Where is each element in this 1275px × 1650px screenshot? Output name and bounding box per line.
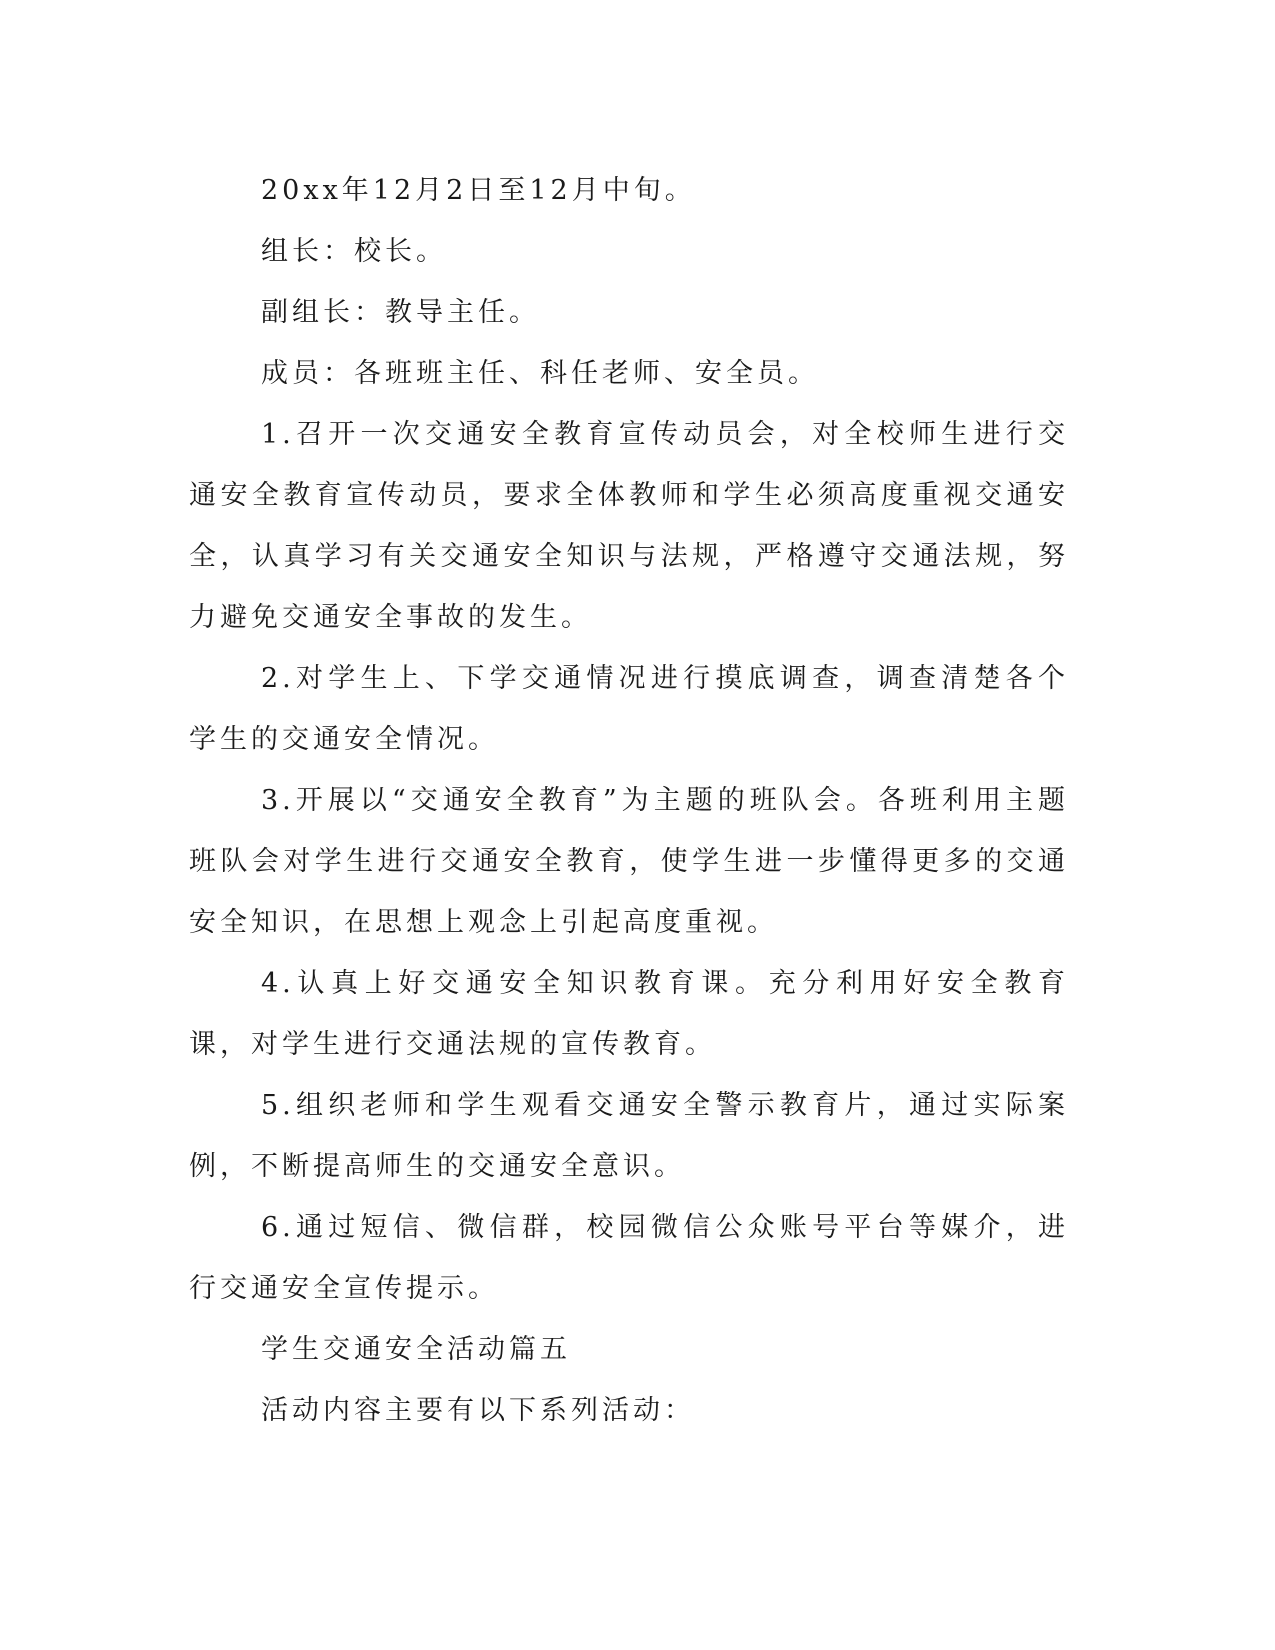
section-heading: 学生交通安全活动篇五: [261, 1334, 571, 1365]
paragraph-members: 成员：各班班主任、科任老师、安全员。: [261, 358, 819, 389]
document-body: [189, 160, 1069, 1441]
paragraph-deputy-leader: 副组长：教导主任。: [261, 297, 540, 328]
paragraph-item-2: 2.对学生上、下学交通情况进行摸底调查，调查清楚各个学生的交通安全情况。: [189, 663, 1069, 755]
paragraph-item-5: 5.组织老师和学生观看交通安全警示教育片，通过实际案例，不断提高师生的交通安全意识。: [189, 1090, 1069, 1182]
paragraph-item-4: 4.认真上好交通安全知识教育课。充分利用好安全教育课，对学生进行交通法规的宣传教育。: [189, 968, 1069, 1060]
paragraph-date-range: 20xx年12月2日至12月中旬。: [261, 175, 696, 206]
paragraph-activity-intro: 活动内容主要有以下系列活动：: [261, 1395, 695, 1426]
paragraph-item-1: 1.召开一次交通安全教育宣传动员会，对全校师生进行交通安全教育宣传动员，要求全体教师和学生必须高度重视交通安全，认真学习有关交通安全知识与法规，严格遵守交通法规，努力避免交通安全事故的发生。: [189, 419, 1069, 633]
paragraph-item-3: 3.开展以“交通安全教育”为主题的班队会。各班利用主题班队会对学生进行交通安全教育，使学生进一步懂得更多的交通安全知识，在思想上观念上引起高度重视。: [189, 785, 1069, 938]
paragraph-item-6: 6.通过短信、微信群，校园微信公众账号平台等媒介，进行交通安全宣传提示。: [189, 1212, 1069, 1304]
paragraph-team-leader: 组长：校长。: [261, 236, 447, 267]
